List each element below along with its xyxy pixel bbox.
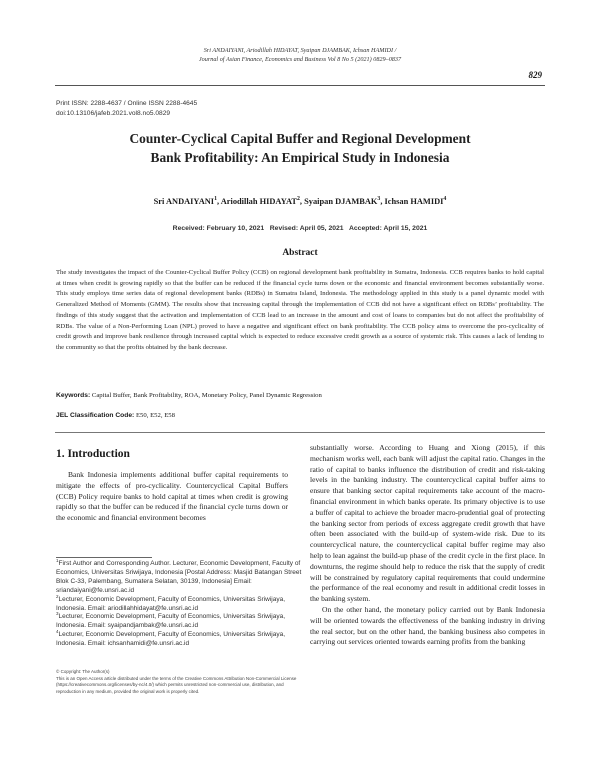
author-list bbox=[60, 197, 540, 206]
abstract-text: The study investigates the impact of the Counter-Cyclical Buffer Policy (CCB) on regional development bank profitability in Sumatra, Indonesia. CCB requires banks to hold capital at times when credit is growing rapidly so that the buffer can be reduced if the financial cycle turns down or the economic and financial environment becomes substantially worse. This study employs time series data of regional development banks (RDBs) in Sumatra Island, Indonesia. The methodology applied in this study is a panel dynamic model with Generalized Method of Moments (GMM). The results show that increasing capital through the implementation of CCB did not have a significant effect on RDBs’ profitability. The findings of this study suggest that the activation and implementation of CCB lead to an increase in the amount and cost of loans to companies but do not affect the profitability of RDBs. The value of a Non-Performing Loan (NPL) proved to have a negative and significant effect on bank profitability. The CCB policy aims to overcome the pro-cyclicality of credit growth and improve bank resilience through increased capital which is expected to reduce excessive credit growth as a source of systemic risk. This causes a lack of lending to the community so that the profits obtained by the bank decrease. bbox=[56, 269, 544, 351]
keywords-text: Capital Buffer, Bank Profitability, ROA, Monetary Policy, Panel Dynamic Regression bbox=[90, 392, 322, 399]
intro-paragraph-1: Bank Indonesia implements additional buffer capital requirements to mitigate the effects of pro-cyclicality. Countercyclical Capital Buffers (CCB) Policy require banks to hold capital at times when credit is growing rapidly so that the buffer can be reduced if the financial cycle turns down or the economic and financial environment becomes bbox=[56, 470, 288, 523]
paper-title bbox=[60, 130, 540, 167]
paper-title-line1: Counter-Cyclical Capital Buffer and Regional Development bbox=[129, 131, 471, 146]
author-4: Ichsan HAMIDI$^4$ bbox=[384, 196, 447, 206]
running-header-authors: Sri ANDAIYANI, Ariodillah HIDAYAT, Syaipan DJAMBAK, Ichsan HAMIDI / bbox=[203, 47, 397, 54]
author-2: Ariodillah HIDAYAT$^2$, bbox=[220, 196, 305, 206]
issn-block bbox=[56, 99, 197, 118]
introduction-heading: 1. Introduction bbox=[56, 448, 130, 460]
jel-codes bbox=[56, 412, 544, 419]
footnote-4: $^4$Lecturer, Economic Development, Faculty of Economics, Universitas Sriwijaya, Indonesia. Email: ichsanhamidi@fe.unsri.ac.id bbox=[56, 629, 286, 648]
footnotes bbox=[56, 557, 302, 649]
right-column bbox=[310, 443, 545, 648]
intro-paragraph-2: substantially worse. According to Huang and Xiong (2015), if this mechanism works well, each bank will adjust the capital ratio. Changes in the ratio of capital to banks influence the distribution of credit and risk-taking levels in the banking industry. The countercyclical capital buffer aims to ensure that banking sector capital requirements take account of the macro-financial environment in which banks operate. Its primary objective is to use a buffer of capital to achieve the broader macro-prudential goal of protecting the banking sector from periods of excess aggregate credit growth that have often been associated with the build-up of system-wide risk. Due to its countercyclical nature, the countercyclical capital buffer regime may also help to lean against the build-up phase of the credit cycle in the first place. In downturns, the regime should help to reduce the risk that the supply of credit will be constrained by regulatory capital requirements that could undermine the performance of the real economy and result in additional credit losses in the banking system. bbox=[310, 443, 545, 604]
author-1: Sri ANDAIYANI$^1$, bbox=[153, 196, 221, 206]
page-number: 829 bbox=[528, 70, 542, 80]
section-divider bbox=[55, 432, 545, 433]
left-column bbox=[56, 470, 288, 524]
abstract-heading: Abstract bbox=[282, 248, 318, 258]
license-text: This is an Open Access article distributed under the terms of the Creative Commons Attribution Non-Commercial License (https://creativecommons.org/licenses/by-nc/4.0/) which permits unrestricted non-commercial use, distribution, and reproduction in any medium, provided the original work is properly cited. bbox=[56, 675, 297, 694]
footnote-3: $^3$Lecturer, Economic Development, Faculty of Economics, Universitas Sriwijaya, Indonesia. Email: syaipandjambak@fe.unsri.ac.id bbox=[56, 611, 286, 630]
issn-text: Print ISSN: 2288-4637 / Online ISSN 2288-4645 bbox=[56, 100, 198, 107]
intro-paragraph-3: On the other hand, the monetary policy carried out by Bank Indonesia will be oriented towards the effectiveness of the banking industry in driving the real sector, but on the other hand, the banking business also competes in carrying out services oriented towards earning profits from the banking bbox=[310, 604, 545, 647]
keywords-label: Keywords: bbox=[56, 392, 91, 399]
submission-dates: Received: February 10, 2021 Revised: April 05, 2021 Accepted: April 15, 2021 bbox=[172, 225, 428, 232]
jel-text: E50, E52, E58 bbox=[134, 412, 175, 419]
paper-title-line2: Bank Profitability: An Empirical Study in Indonesia bbox=[150, 149, 450, 165]
keywords bbox=[56, 391, 544, 401]
footnote-2: $^2$Lecturer, Economic Development, Faculty of Economics, Universitas Sriwijaya, Indonesia. Email: ariodillahhidayat@fe.unsri.ac.id bbox=[56, 593, 286, 612]
footnote-1: $^1$First Author and Corresponding Author. Lecturer, Economic Development, Faculty of Economics, Universitas Sriwijaya, Indonesia [Postal Address: Masjid Batangan Street Blok C-33, Palembang, Sumatera Selatan, 30139, Indonesia] Email: sriandaiyani@fe.unsri.ac.id bbox=[56, 557, 302, 594]
copyright-notice bbox=[56, 669, 298, 695]
running-header-journal: Journal of Asian Finance, Economics and Business Vol 8 No 5 (2021) 0829–0837 bbox=[198, 56, 402, 63]
author-3: Syaipan DJAMBAK$^3$, bbox=[304, 196, 385, 206]
footnote-rule bbox=[56, 557, 152, 558]
running-header bbox=[80, 46, 520, 64]
header-rule bbox=[55, 85, 545, 86]
copyright-line: © Copyright: The Author(s) bbox=[56, 669, 110, 674]
doi-text[interactable]: doi:10.13106/jafeb.2021.vol8.no5.0829 bbox=[56, 109, 171, 117]
jel-label: JEL Classification Code: bbox=[56, 412, 135, 419]
